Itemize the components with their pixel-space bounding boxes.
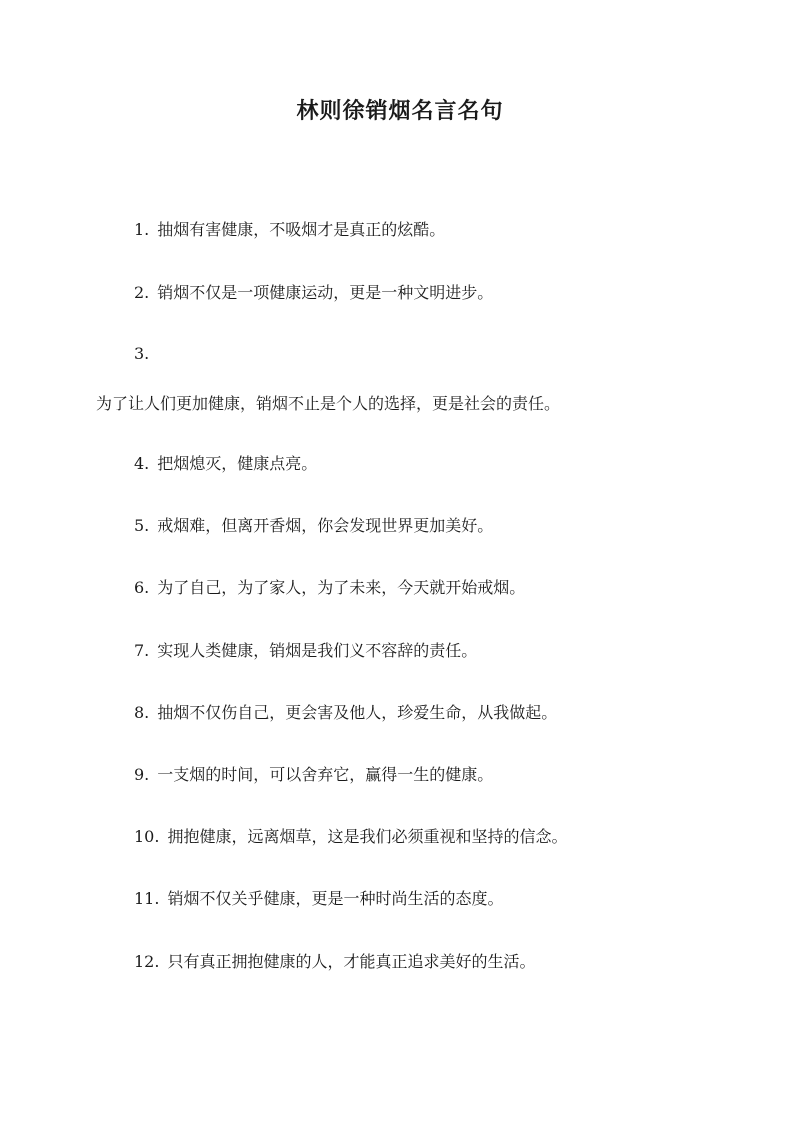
list-item: [134, 763, 493, 787]
item-number: 3.: [134, 344, 150, 363]
list-item: [134, 887, 503, 911]
item-text: 为了自己，为了家人，为了未来，今天就开始戒烟。: [157, 578, 526, 597]
item-number: 1.: [134, 220, 150, 239]
item-number: 10.: [134, 827, 160, 846]
list-item: [134, 281, 493, 305]
item-text: 实现人类健康，销烟是我们义不容辞的责任。: [157, 641, 478, 660]
list-item: [134, 514, 493, 538]
item-number: 11.: [134, 889, 160, 908]
item-text: 拥抱健康，远离烟草，这是我们必须重视和坚持的信念。: [167, 827, 568, 846]
item-number: 5.: [134, 516, 150, 535]
list-item: [134, 342, 157, 366]
item-number: 4.: [134, 454, 150, 473]
item-text: 销烟不仅是一项健康运动，更是一种文明进步。: [157, 283, 494, 302]
item-text: 戒烟难，但离开香烟，你会发现世界更加美好。: [157, 516, 494, 535]
list-item: [134, 639, 477, 663]
item-number: 9.: [134, 765, 150, 784]
item-text: 销烟不仅关乎健康，更是一种时尚生活的态度。: [167, 889, 504, 908]
page-title: 林则徐销烟名言名句: [296, 98, 504, 124]
item-number: 6.: [134, 578, 150, 597]
item-text: 只有真正拥抱健康的人，才能真正追求美好的生活。: [167, 952, 536, 971]
item-number: 2.: [134, 283, 150, 302]
list-item: [134, 218, 445, 242]
item-number: 7.: [134, 641, 150, 660]
item-text: 为了让人们更加健康，销烟不止是个人的选择，更是社会的责任。: [96, 394, 561, 413]
list-item: [134, 701, 557, 725]
list-item: [134, 576, 525, 600]
item-text: 把烟熄灭，健康点亮。: [157, 454, 318, 473]
list-item: [134, 950, 535, 974]
item-text: 抽烟不仅伤自己，更会害及他人，珍爱生命，从我做起。: [157, 703, 558, 722]
item-number: 8.: [134, 703, 150, 722]
list-item: [134, 825, 567, 849]
item-text: 一支烟的时间，可以舍弃它，赢得一生的健康。: [157, 765, 494, 784]
item-text: 抽烟有害健康，不吸烟才是真正的炫酷。: [157, 220, 446, 239]
item-number: 12.: [134, 952, 160, 971]
list-item: [134, 452, 317, 476]
